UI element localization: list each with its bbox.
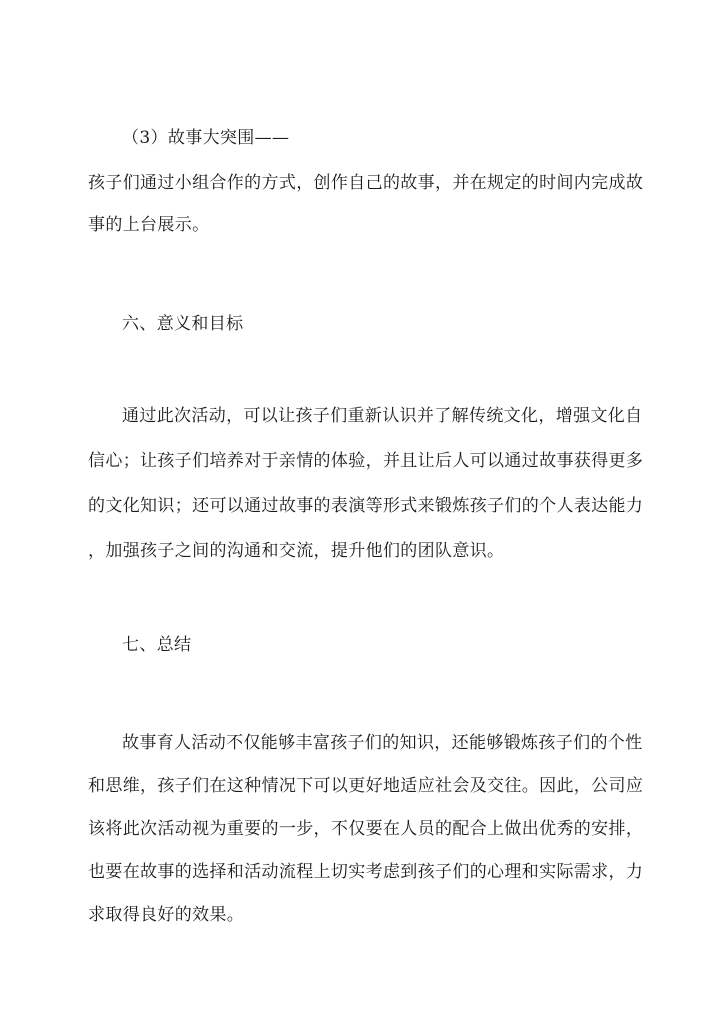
section-seven-heading: 七、总结 (122, 635, 192, 655)
section-six-line: 的文化知识；还可以通过故事的表演等形式来锻炼孩子们的个人表达能力 (88, 496, 644, 516)
section-six-line: 通过此次活动，可以让孩子们重新认识并了解传统文化，增强文化自 (122, 406, 643, 426)
story-section-line: 孩子们通过小组合作的方式，创作自己的故事，并在规定的时间内完成故 (88, 173, 644, 193)
story-section-line: 事的上台展示。 (88, 215, 210, 235)
section-six-line: 信心；让孩子们培养对于亲情的体验，并且让后人可以通过故事获得更多 (88, 451, 644, 471)
section-six-heading: 六、意义和目标 (122, 314, 244, 334)
story-section-heading: （3）故事大突围—— (122, 128, 290, 148)
section-seven-line: 故事育人活动不仅能够丰富孩子们的知识，还能够锻炼孩子们的个性 (122, 733, 643, 753)
section-seven-line: 也要在故事的选择和活动流程上切实考虑到孩子们的心理和实际需求，力 (88, 862, 644, 882)
section-six-line: ，加强孩子之间的沟通和交流，提升他们的团队意识。 (88, 541, 505, 561)
section-seven-line: 该将此次活动视为重要的一步，不仅要在人员的配合上做出优秀的安排， (88, 819, 644, 839)
section-seven-line: 求取得良好的效果。 (88, 905, 245, 925)
section-seven-line: 和思维，孩子们在这种情况下可以更好地适应社会及交往。因此，公司应 (88, 776, 644, 796)
